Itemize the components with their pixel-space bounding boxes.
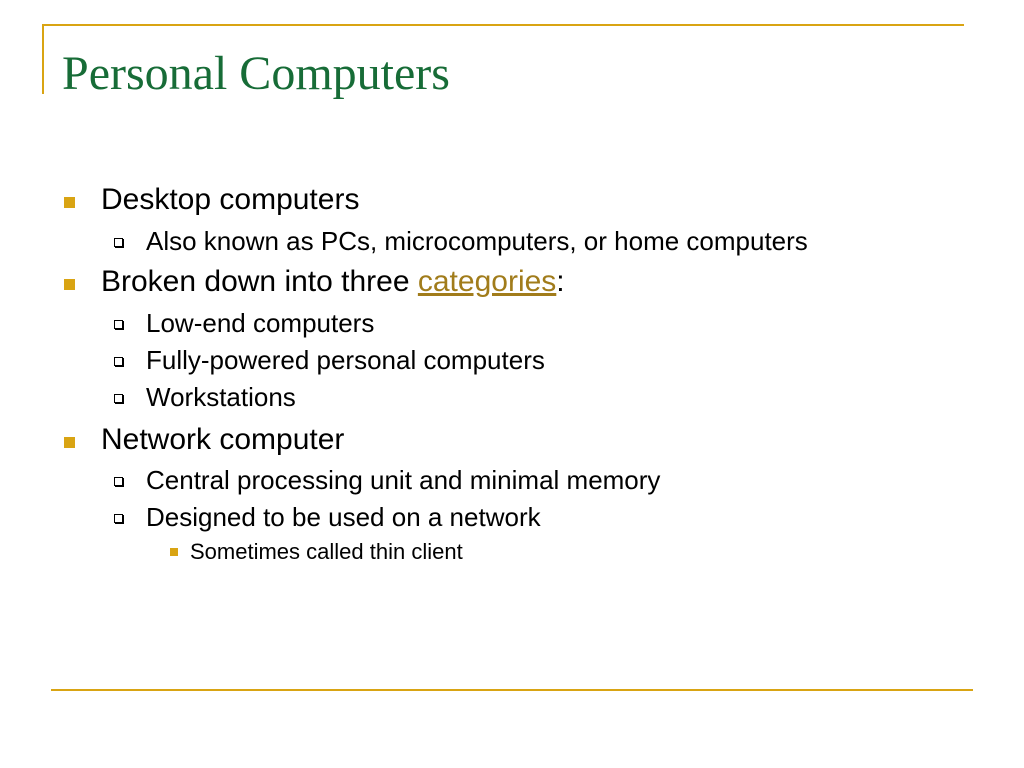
bullet-cpu-memory: Central processing unit and minimal memory [146,465,661,495]
bullet-broken-down-text: Broken down into three [101,265,418,298]
footer-rule [51,689,973,691]
bullet-also-known-as: Also known as PCs, microcomputers, or home computers [146,226,808,256]
bullet-broken-down [101,264,565,300]
bullet-desktop-computers: Desktop computers [101,183,360,216]
hollow-square-bullet-icon [114,238,123,247]
square-bullet-icon [64,437,75,448]
hollow-square-bullet-icon [114,320,123,329]
bullet-broken-down-colon: : [556,265,565,298]
title-top-rule [42,24,964,26]
bullet-fully-powered: Fully-powered personal computers [146,345,545,375]
bullet-workstations: Workstations [146,382,296,412]
hollow-square-bullet-icon [114,394,123,403]
bullet-designed-network: Designed to be used on a network [146,502,541,532]
square-bullet-icon [64,197,75,208]
title-left-rule [42,24,44,94]
small-square-bullet-icon [170,548,178,556]
categories-link[interactable]: categories [417,265,557,298]
bullet-thin-client: Sometimes called thin client [190,539,463,564]
hollow-square-bullet-icon [114,477,123,486]
bullet-network-computer: Network computer [101,423,345,456]
hollow-square-bullet-icon [114,357,123,366]
hollow-square-bullet-icon [114,514,123,523]
bullet-low-end: Low-end computers [146,308,375,338]
slide-title: Personal Computers [62,47,450,100]
square-bullet-icon [64,279,75,290]
